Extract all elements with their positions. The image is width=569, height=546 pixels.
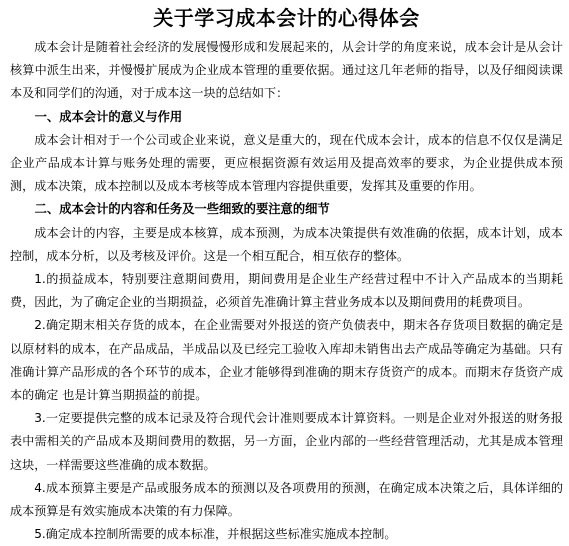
section-heading-1: 一、成本会计的意义与作用: [34, 109, 183, 124]
section-heading-2: 二、成本会计的内容和任务及一些细致的要注意的细节: [34, 202, 330, 217]
item-4-paragraph: 4.成本预算主要是产品或服务成本的预测以及各项费用的预测，在确定成本决策之后，具体详细的成本预算是有效实施成本决策的有力保障。: [10, 480, 563, 519]
item-5-paragraph: 5.确定成本控制所需要的成本标准，并根据这些标准实施成本控制。: [34, 527, 397, 542]
item-3-paragraph: 3.一定要提供完整的成本记录及符合现代会计准则要成本计算资料。一则是企业对外报送的财务报表中需相关的产品成本及期间费用的数据，另一方面，企业内部的一些经营管理活动，尤其是成本管理这块，一样需要这些准确的成本数据。: [10, 411, 563, 472]
item-1-paragraph: 1.的损益成本，特别要注意期间费用，期间费用是企业生产经营过程中不计入产品成本的当期耗费，因此，为了确定企业的当期损益，必须首先准确计算主营业务成本以及期间费用的耗费项目。: [10, 272, 563, 310]
intro-paragraph: 成本会计是随着社会经济的发展慢慢形成和发展起来的，从会计学的角度来说，成本会计是从会计核算中派生出来，并慢慢扩展成为企业成本管理的重要依据。通过这几年老师的指导，以及仔细阅读课本及和同学们的沟通，对于成本这一块的总结如下：: [10, 40, 563, 101]
section-2-paragraph: 成本会计的内容，主要是成本核算，成本预测，为成本决策提供有效准确的依据，成本计划，成本控制，成本分析，以及考核及评价。这是一个相互配合，相互依存的整体。: [10, 225, 563, 263]
section-1-paragraph: 成本会计相对于一个公司或企业来说，意义是重大的，现在代成本会计，成本的信息不仅仅是满足企业产品成本计算与账务处理的需要，更应根据资源有效运用及提高效率的要求，为企业提供成本预测，成本决策，成本控制以及成本考核等成本管理内容提供重要，发挥其及重要的作用。: [10, 132, 563, 194]
item-2-paragraph: 2.确定期末相关存货的成本，在企业需要对外报送的资产负债表中，期末各存货项目数据的确定是以原材料的成本，在产品成品，半成品以及已经完工验收入库却未销售出去产成品等确定为基础。只有准确计算产品形成的各个环节的成本，企业才能够得到准确的期末存货资产的成本。而期末存货资产成本的确定 也是计算当期损益的前提。: [10, 318, 563, 403]
document-title: 关于学习成本会计的心得体会: [153, 6, 420, 30]
